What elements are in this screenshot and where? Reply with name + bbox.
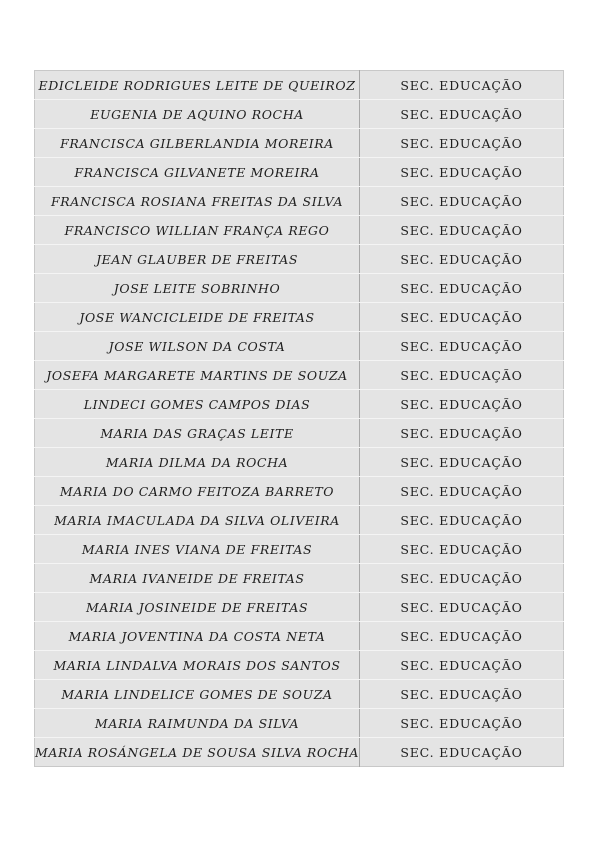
table-row (35, 448, 564, 477)
name-cell: MARIA IVANEIDE DE FREITAS (35, 564, 360, 593)
department-cell: SEC. EDUCAÇÃO (360, 361, 564, 390)
department-cell: SEC. EDUCAÇÃO (360, 564, 564, 593)
department-cell: SEC. EDUCAÇÃO (360, 129, 564, 158)
name-cell: MARIA LINDELICE GOMES DE SOUZA (35, 680, 360, 709)
name-cell: LINDECI GOMES CAMPOS DIAS (35, 390, 360, 419)
name-cell: JOSE LEITE SOBRINHO (35, 274, 360, 303)
department-cell: SEC. EDUCAÇÃO (360, 332, 564, 361)
name-cell: MARIA RAIMUNDA DA SILVA (35, 709, 360, 738)
table-row (35, 245, 564, 274)
name-cell: JOSEFA MARGARETE MARTINS DE SOUZA (35, 361, 360, 390)
department-cell: SEC. EDUCAÇÃO (360, 71, 564, 100)
table-row (35, 187, 564, 216)
name-cell: JOSE WANCICLEIDE DE FREITAS (35, 303, 360, 332)
table-row (35, 593, 564, 622)
department-cell: SEC. EDUCAÇÃO (360, 506, 564, 535)
table-row (35, 303, 564, 332)
name-cell: MARIA DO CARMO FEITOZA BARRETO (35, 477, 360, 506)
table-row (35, 738, 564, 767)
department-cell: SEC. EDUCAÇÃO (360, 535, 564, 564)
department-cell: SEC. EDUCAÇÃO (360, 738, 564, 767)
name-cell: FRANCISCO WILLIAN FRANÇA REGO (35, 216, 360, 245)
table-row (35, 419, 564, 448)
department-cell: SEC. EDUCAÇÃO (360, 216, 564, 245)
department-cell: SEC. EDUCAÇÃO (360, 477, 564, 506)
table-row (35, 361, 564, 390)
name-cell: MARIA JOSINEIDE DE FREITAS (35, 593, 360, 622)
table-row (35, 158, 564, 187)
name-cell: JEAN GLAUBER DE FREITAS (35, 245, 360, 274)
table-row (35, 680, 564, 709)
table-row (35, 477, 564, 506)
name-cell: MARIA LINDALVA MORAIS DOS SANTOS (35, 651, 360, 680)
table-row (35, 71, 564, 100)
table-row (35, 100, 564, 129)
name-cell: JOSE WILSON DA COSTA (35, 332, 360, 361)
department-cell: SEC. EDUCAÇÃO (360, 187, 564, 216)
table-body (35, 71, 564, 767)
name-cell: FRANCISCA GILBERLANDIA MOREIRA (35, 129, 360, 158)
department-cell: SEC. EDUCAÇÃO (360, 158, 564, 187)
name-cell: MARIA INES VIANA DE FREITAS (35, 535, 360, 564)
department-cell: SEC. EDUCAÇÃO (360, 419, 564, 448)
department-cell: SEC. EDUCAÇÃO (360, 622, 564, 651)
department-cell: SEC. EDUCAÇÃO (360, 448, 564, 477)
department-cell: SEC. EDUCAÇÃO (360, 303, 564, 332)
department-cell: SEC. EDUCAÇÃO (360, 680, 564, 709)
department-cell: SEC. EDUCAÇÃO (360, 274, 564, 303)
table-row (35, 651, 564, 680)
table-row (35, 506, 564, 535)
department-cell: SEC. EDUCAÇÃO (360, 390, 564, 419)
table-row (35, 535, 564, 564)
table-row (35, 564, 564, 593)
name-cell: EDICLEIDE RODRIGUES LEITE DE QUEIROZ (35, 71, 360, 100)
name-cell: MARIA ROSÁNGELA DE SOUSA SILVA ROCHA (35, 738, 360, 767)
department-cell: SEC. EDUCAÇÃO (360, 245, 564, 274)
name-cell: MARIA IMACULADA DA SILVA OLIVEIRA (35, 506, 360, 535)
employee-table (34, 70, 564, 767)
table-row (35, 709, 564, 738)
department-cell: SEC. EDUCAÇÃO (360, 651, 564, 680)
name-cell: MARIA JOVENTINA DA COSTA NETA (35, 622, 360, 651)
table-row (35, 129, 564, 158)
name-cell: EUGENIA DE AQUINO ROCHA (35, 100, 360, 129)
table-row (35, 216, 564, 245)
department-cell: SEC. EDUCAÇÃO (360, 593, 564, 622)
name-cell: MARIA DAS GRAÇAS LEITE (35, 419, 360, 448)
department-cell: SEC. EDUCAÇÃO (360, 709, 564, 738)
department-cell: SEC. EDUCAÇÃO (360, 100, 564, 129)
name-cell: FRANCISCA GILVANETE MOREIRA (35, 158, 360, 187)
table-row (35, 332, 564, 361)
table-row (35, 274, 564, 303)
name-cell: MARIA DILMA DA ROCHA (35, 448, 360, 477)
table-row (35, 622, 564, 651)
table-row (35, 390, 564, 419)
name-cell: FRANCISCA ROSIANA FREITAS DA SILVA (35, 187, 360, 216)
